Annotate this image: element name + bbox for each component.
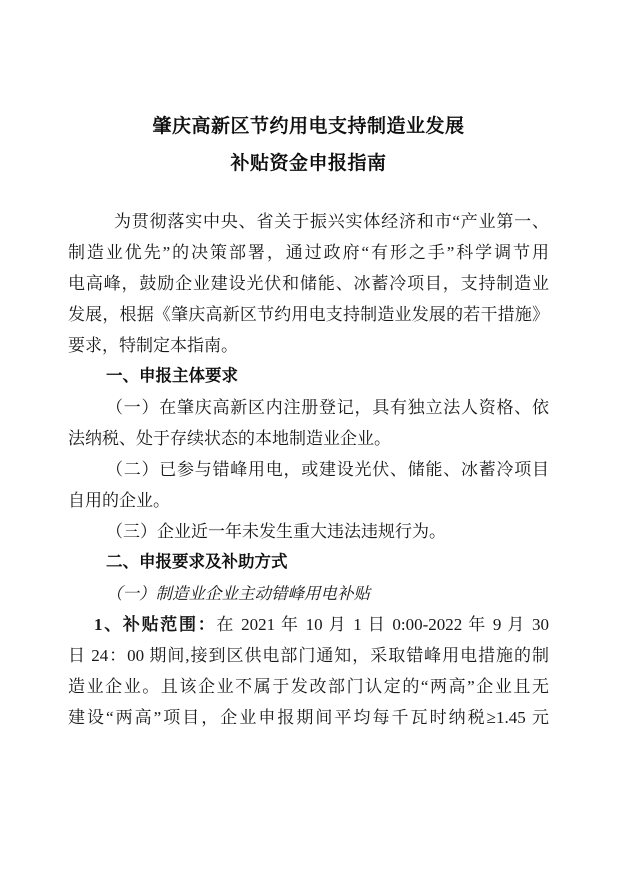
document-line: 法纳税、处于存续状态的本地制造业企业。	[68, 429, 391, 448]
document-line	[68, 609, 549, 640]
document-line: 一、申报主体要求	[106, 367, 238, 385]
document-line: （三）企业近一年未发生重大违法违规行为。	[106, 522, 446, 541]
document-line: （二）已参与错峰用电，或建设光伏、储能、冰蓄冷项目	[106, 460, 549, 479]
document-line: 发展，根据《肇庆高新区节约用电支持制造业发展的若干措施》	[68, 305, 549, 324]
title-line: 肇庆高新区节约用电支持制造业发展	[152, 116, 465, 137]
document-line: 要求，特制定本指南。	[68, 336, 238, 355]
document-line: 自用的企业。	[68, 491, 170, 510]
document-line: 制造业优先”的决策部署，通过政府“有形之手”科学调节用	[68, 243, 549, 262]
title-line: 补贴资金申报指南	[230, 153, 387, 174]
document-line: 建设“两高”项目，企业申报期间平均每千瓦时纳税≥1.45 元	[68, 708, 549, 727]
line-bold-prefix: 1、补贴范围：	[94, 615, 217, 634]
document-line: 为贯彻落实中央、省关于振兴实体经济和市“产业第一、	[114, 212, 549, 231]
document-line: （一）制造业企业主动错峰用电补贴	[106, 584, 370, 603]
line-text: 在 2021 年 10 月 1 日 0:00-2022 年 9 月 30	[216, 615, 549, 634]
document-title	[0, 108, 617, 182]
document-line: （一）在肇庆高新区内注册登记，具有独立法人资格、依	[106, 398, 549, 417]
document-line: 造业企业。且该企业不属于发改部门认定的“两高”企业且无	[68, 677, 549, 696]
document-body	[68, 206, 549, 733]
document-line: 电高峰，鼓励企业建设光伏和储能、冰蓄冷项目，支持制造业	[68, 274, 549, 293]
document-line: 二、申报要求及补助方式	[106, 553, 288, 571]
document-line: 日 24：00 期间,接到区供电部门通知，采取错峰用电措施的制	[68, 646, 549, 665]
